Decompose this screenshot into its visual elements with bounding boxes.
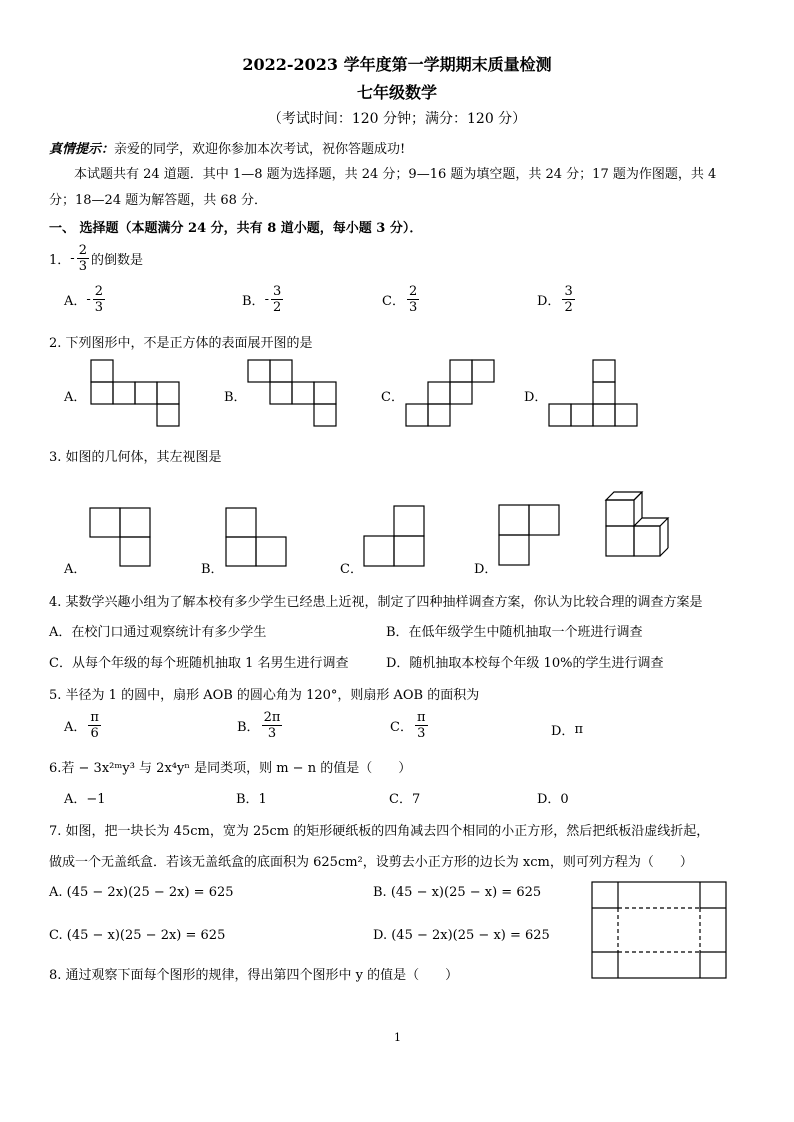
q7-option-d[interactable]: D. (45 − 2x)(25 − x) = 625 <box>373 928 550 943</box>
tip-text: 亲爱的同学，欢迎你参加本次考试，祝你答题成功! <box>114 142 406 157</box>
q3-label-c[interactable]: C． <box>340 562 363 577</box>
q3-view-d <box>499 505 561 567</box>
q1-option-a[interactable]: A． - $\frac{2}{3}$ <box>64 284 104 315</box>
exam-subtitle: 七年级数学 <box>356 83 437 102</box>
q2-stem: 2. 下列图形中，不是正方体的表面展开图的是 <box>49 336 313 351</box>
q7-stem-line-2: 做成一个无盖纸盒．若该无盖纸盒的底面积为 625cm²，设剪去小正方形的边长为 xcm，则可列方程为（ ） <box>49 855 693 870</box>
q6-option-d[interactable]: D．0 <box>537 792 569 807</box>
q2-net-b <box>248 360 340 428</box>
q4-stem: 4. 某数学兴趣小组为了解本校有多少学生已经患上近视，制定了四种抽样调查方案，你认为比较合理的调查方案是 <box>49 595 703 610</box>
q4-option-b[interactable]: B．在低年级学生中随机抽取一个班进行调查 <box>386 625 643 640</box>
q5-option-d[interactable]: D． π <box>551 722 583 739</box>
section-heading: 一、 选择题（本题满分 24 分，共有 8 道小题，每小题 3 分）． <box>49 221 423 236</box>
q7-option-a[interactable]: A. (45 − 2x)(25 − 2x) = 625 <box>49 885 234 900</box>
q7-cardboard-figure <box>592 882 730 982</box>
q3-label-d[interactable]: D． <box>474 562 498 577</box>
q1-stem <box>49 243 143 274</box>
q7-stem-line-1: 7. 如图，把一块长为 45cm，宽为 25cm 的矩形硬纸板的四角减去四个相同的小正方形，然后把纸板沿虚线折起， <box>49 824 710 839</box>
q3-solid-figure <box>604 490 676 562</box>
q2-net-c <box>406 360 498 428</box>
q6-option-c[interactable]: C．7 <box>389 792 421 807</box>
q5-option-c[interactable]: C． $\frac{\pi}{3}$ <box>390 710 426 741</box>
q6-option-b[interactable]: B．1 <box>236 792 267 807</box>
q2-label-b[interactable]: B． <box>224 390 247 405</box>
exam-info: （考试时间：120 分钟；满分：120 分） <box>267 111 527 127</box>
page-number: 1 <box>394 1031 401 1044</box>
q7-option-b[interactable]: B. (45 − x)(25 − x) = 625 <box>373 885 542 900</box>
q8-stem: 8. 通过观察下面每个图形的规律，得出第四个图形中 y 的值是（ ） <box>49 968 459 983</box>
q4-option-a[interactable]: A．在校门口通过观察统计有多少学生 <box>49 625 267 640</box>
exam-title: 2022-2023 学年度第一学期期末质量检测 <box>242 55 552 74</box>
q5-stem: 5. 半径为 1 的圆中，扇形 AOB 的圆心角为 120°，则扇形 AOB 的面积为 <box>49 688 480 703</box>
q6-option-a[interactable]: A．−1 <box>64 792 106 807</box>
q2-label-d[interactable]: D． <box>524 390 548 405</box>
q2-net-a <box>91 360 183 428</box>
q3-label-b[interactable]: B． <box>201 562 224 577</box>
q1-number: 1． <box>49 253 71 268</box>
q2-net-d <box>549 360 641 428</box>
tip-label: 真情提示： <box>49 142 115 157</box>
q3-label-a[interactable]: A． <box>64 562 87 577</box>
q2-label-c[interactable]: C． <box>381 390 404 405</box>
q3-view-c <box>364 506 426 568</box>
q5-option-a[interactable]: A． $\frac{\pi}{6}$ <box>64 710 99 741</box>
q1-sign: - <box>70 251 75 266</box>
q3-view-a <box>90 508 152 568</box>
q7-option-c[interactable]: C. (45 − x)(25 − 2x) = 625 <box>49 928 226 943</box>
q1-option-c[interactable]: C． $\frac{2}{3}$ <box>382 284 418 315</box>
q3-view-b <box>226 508 288 568</box>
q3-stem: 3. 如图的几何体，其左视图是 <box>49 450 222 465</box>
q1-fraction: $\frac{2}{3}$ <box>78 243 87 274</box>
q1-option-d[interactable]: D． $\frac{3}{2}$ <box>537 284 573 315</box>
q1-text: 的倒数是 <box>90 253 143 268</box>
q6-stem: 6.若 − 3x²ᵐy³ 与 2x⁴yⁿ 是同类项，则 m − n 的值是（ ） <box>49 761 412 776</box>
desc-line-1: 本试题共有 24 道题．其中 1—8 题为选择题，共 24 分；9—16 题为填空题，共 24 分；17 题为作图题，共 4 <box>74 167 717 182</box>
q4-option-d[interactable]: D．随机抽取本校每个年级 10%的学生进行调查 <box>386 656 664 671</box>
q5-option-b[interactable]: B． $\frac{2\pi}{3}$ <box>237 710 281 741</box>
desc-line-2: 分；18—24 题为解答题，共 68 分． <box>49 193 268 208</box>
tip-line <box>49 138 405 157</box>
q4-option-c[interactable]: C．从每个年级的每个班随机抽取 1 名男生进行调查 <box>49 656 349 671</box>
q1-option-b[interactable]: B． - $\frac{3}{2}$ <box>242 284 282 315</box>
q2-label-a[interactable]: A． <box>64 390 87 405</box>
